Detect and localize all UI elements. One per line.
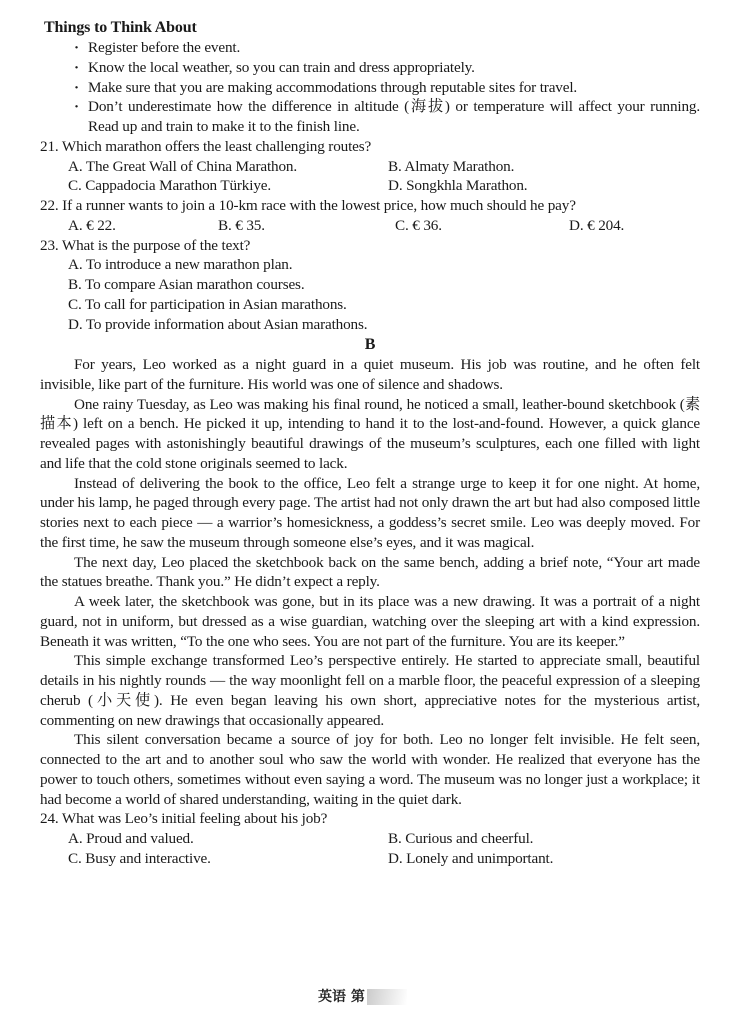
tips-heading: Things to Think About xyxy=(44,19,197,36)
exam-page xyxy=(40,18,700,869)
story-paragraph: This silent conversation became a source of joy for both. Leo no longer felt invisible. He felt seen, connected to the art and to another soul who saw the world with wonder. He realized that everyone has the power to touch others, sometimes without even saying a word. The museum was no longer just a workplace; it had become a world of shared understanding, waiting in the quiet dark. xyxy=(40,731,700,808)
question-23 xyxy=(40,236,700,335)
tip-item: · Make sure that you are making accommodations through reputable sites for travel. xyxy=(74,78,700,98)
tip-item: · Know the local weather, so you can train and dress appropriately. xyxy=(74,58,700,78)
option-c: C. Busy and interactive. xyxy=(68,849,211,867)
tips-list xyxy=(40,38,700,137)
option-b: B. Almaty Marathon. xyxy=(388,157,515,175)
option-d: D. € 204. xyxy=(569,216,625,234)
question-options xyxy=(40,157,700,197)
option-b: B. To compare Asian marathon courses. xyxy=(68,276,305,293)
question-21 xyxy=(40,137,700,196)
question-stem: 22. If a runner wants to join a 10-km race with the lowest price, how much should he pay? xyxy=(40,197,576,214)
option-c: C. To call for participation in Asian marathons. xyxy=(68,295,347,313)
footer-label: 英语 第 xyxy=(318,989,365,1005)
option-a: A. The Great Wall of China Marathon. xyxy=(68,157,298,175)
option-a: A. Proud and valued. xyxy=(68,830,194,847)
question-22 xyxy=(40,196,700,236)
question-stem: 23. What is the purpose of the text? xyxy=(40,236,251,254)
story-paragraph: A week later, the sketchbook was gone, but in its place was a new drawing. It was a portrait of a night guard, not in uniform, but dressed as a wise guardian, watching over the sleeping art with a kind expression. Beneath it was written, “To the one who sees. You are not part of the furniture. You are its keeper.” xyxy=(40,593,700,650)
option-c: C. € 36. xyxy=(395,216,442,234)
question-options xyxy=(40,216,700,236)
section-b-title: B xyxy=(364,336,376,354)
tip-item: · Don’t underestimate how the difference in altitude (海拔) or temperature will affect your running. Read up and train to make it to the finish line. xyxy=(74,97,700,137)
option-d: D. To provide information about Asian marathons. xyxy=(68,315,368,333)
option-d: D. Lonely and unimportant. xyxy=(388,849,554,867)
page-footer xyxy=(318,986,407,1006)
footer-smudge xyxy=(367,989,407,1005)
option-b: B. Curious and cheerful. xyxy=(388,830,534,847)
story-paragraph: The next day, Leo placed the sketchbook back on the same bench, adding a brief note, “Your art made the statues breathe. Thank you.” He didn’t expect a reply. xyxy=(40,553,700,591)
story-paragraph: One rainy Tuesday, as Leo was making his final round, he noticed a small, leather-bound sketchbook (素描本) left on a bench. He picked it up, intending to hand it to the lost-and-found. However, a quick glance revealed pages with astonishingly beautiful drawings of the museum’s sculptures, each one filled with light and life that the cold stone originals seemed to lack. xyxy=(40,395,700,472)
story-paragraph: Instead of delivering the book to the office, Leo felt a strange urge to keep it for one night. At home, under his lamp, he paged through every page. The artist had not only drawn the art but had also composed little stories next to each piece — a warrior’s homesickness, a goddess’s secret smile. Leo was deeply moved. For the first time, he saw the museum through someone else’s eyes, and it was magical. xyxy=(40,474,700,551)
option-c: C. Cappadocia Marathon Türkiye. xyxy=(68,177,271,195)
question-options xyxy=(40,255,700,334)
option-a: A. € 22. xyxy=(68,216,116,234)
option-b: B. € 35. xyxy=(218,216,265,234)
story-paragraph: This simple exchange transformed Leo’s perspective entirely. He started to appreciate small, beautiful details in his nightly rounds — the way moonlight fell on a marble floor, the peaceful expression of a sleeping cherub (小天使). He even began leaving his own short, appreciative notes for the mysterious artist, commenting on new drawings that occasionally appeared. xyxy=(40,652,700,729)
question-24 xyxy=(40,809,700,868)
story-paragraph: For years, Leo worked as a night guard in a quiet museum. His job was routine, and he often felt invisible, like part of the furniture. His world was one of silence and shadows. xyxy=(40,356,700,393)
tip-item: · Register before the event. xyxy=(74,38,700,58)
option-d: D. Songkhla Marathon. xyxy=(388,177,528,195)
question-stem: 24. What was Leo’s initial feeling about his job? xyxy=(40,810,328,828)
option-a: A. To introduce a new marathon plan. xyxy=(68,256,293,274)
question-stem: 21. Which marathon offers the least challenging routes? xyxy=(40,137,372,155)
question-options xyxy=(40,829,700,869)
